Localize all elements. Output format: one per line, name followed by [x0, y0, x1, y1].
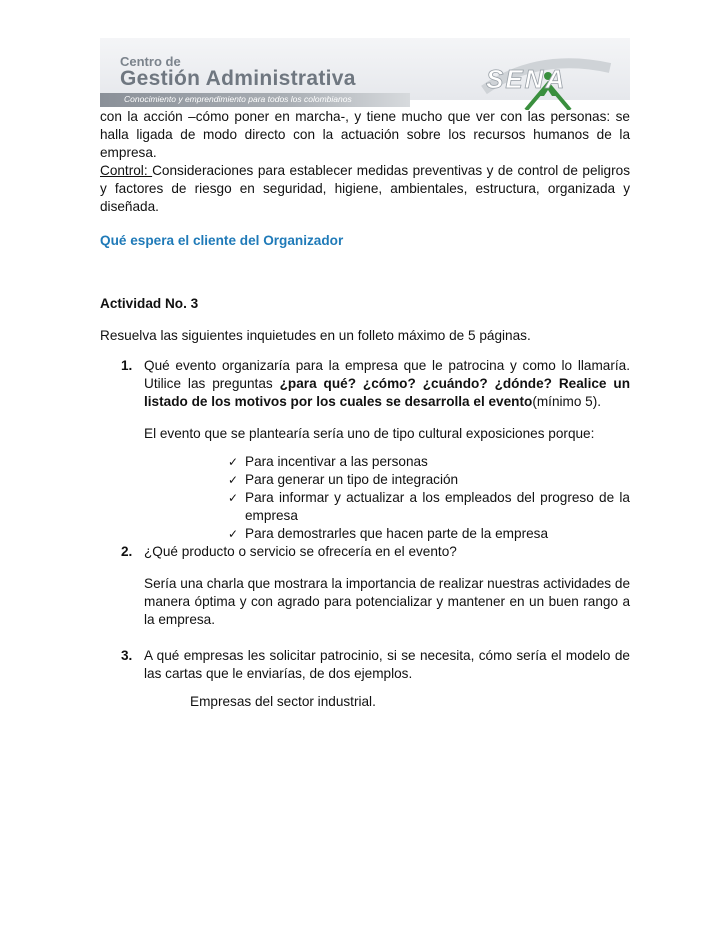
- item-number: 1.: [121, 358, 133, 373]
- sena-logo-icon: [478, 38, 618, 110]
- instructions-text: Resuelva las siguientes inquietudes en un folleto máximo de 5 páginas.: [100, 328, 531, 343]
- reason-checklist: [144, 453, 630, 543]
- question-text-bold: ¿para qué? ¿cómo? ¿cuándo? ¿dónde? Realice un listado de los motivos por los cuales se desarrolla el evento: [144, 376, 630, 409]
- paragraph-intro: con la acción –cómo poner en marcha-, y tiene mucho que ver con las personas: se halla ligada de modo directo con la actuación sobre los recursos humanos de la empresa.: [100, 109, 630, 160]
- document-body: [100, 108, 630, 711]
- item-number: 2.: [121, 544, 133, 559]
- answer-text: Sería una charla que mostrara la importancia de realizar nuestras actividades de manera óptima y con agrado para potencializar y mantener en un buen rango a la empresa.: [144, 576, 630, 627]
- checkmark-icon: ✓: [228, 455, 239, 469]
- question-list: [100, 357, 630, 711]
- list-item: [100, 647, 630, 711]
- header-title-line2: Gestión Administrativa: [120, 67, 356, 90]
- checkmark-icon: ✓: [228, 527, 239, 541]
- header-slogan: Conocimiento y emprendimiento para todos los colombianos: [124, 94, 352, 104]
- question-text: [144, 357, 630, 411]
- question-text-c: (mínimo 5).: [532, 394, 602, 409]
- activity-heading: Actividad No. 3: [100, 296, 199, 311]
- bullet-text: Para informar y actualizar a los empleados del progreso de la empresa: [245, 490, 630, 523]
- list-item: [228, 489, 630, 525]
- svg-text:SENA: SENA: [486, 64, 567, 94]
- list-item: [100, 543, 630, 629]
- checkmark-icon: ✓: [228, 491, 239, 505]
- bullet-text: Para incentivar a las personas: [245, 454, 428, 469]
- question-text: A qué empresas les solicitar patrocinio, si se necesita, cómo sería el modelo de las cartas que le enviarías, de dos ejemplos.: [144, 648, 630, 681]
- header-title-line1: Centro de: [120, 54, 181, 69]
- page-header: [100, 38, 630, 110]
- item-number: 3.: [121, 648, 133, 663]
- list-item: [100, 357, 630, 543]
- control-text: Consideraciones para establecer medidas preventivas y de control de peligros y factores de riesgo en seguridad, higiene, ambientales, estructura, organizada y diseñada.: [100, 163, 631, 214]
- checkmark-icon: ✓: [228, 473, 239, 487]
- paragraph-control: [100, 162, 630, 216]
- answer-text: El evento que se plantearía sería uno de tipo cultural exposiciones porque:: [144, 426, 595, 441]
- question-text-a: Qué evento organizaría para la empresa que le patrocina y como lo llamaría. Utilice las preguntas: [144, 358, 630, 391]
- control-label: Control:: [100, 163, 153, 178]
- bullet-text: Para demostrarles que hacen parte de la empresa: [245, 526, 549, 541]
- bullet-text: Para generar un tipo de integración: [245, 472, 459, 487]
- list-item: [228, 471, 630, 489]
- list-item: [228, 525, 630, 543]
- section-heading-client: Qué espera el cliente del Organizador: [100, 233, 344, 248]
- question-text: ¿Qué producto o servicio se ofrecería en el evento?: [144, 544, 457, 559]
- list-item: [228, 453, 630, 471]
- answer-text: Empresas del sector industrial.: [190, 694, 376, 709]
